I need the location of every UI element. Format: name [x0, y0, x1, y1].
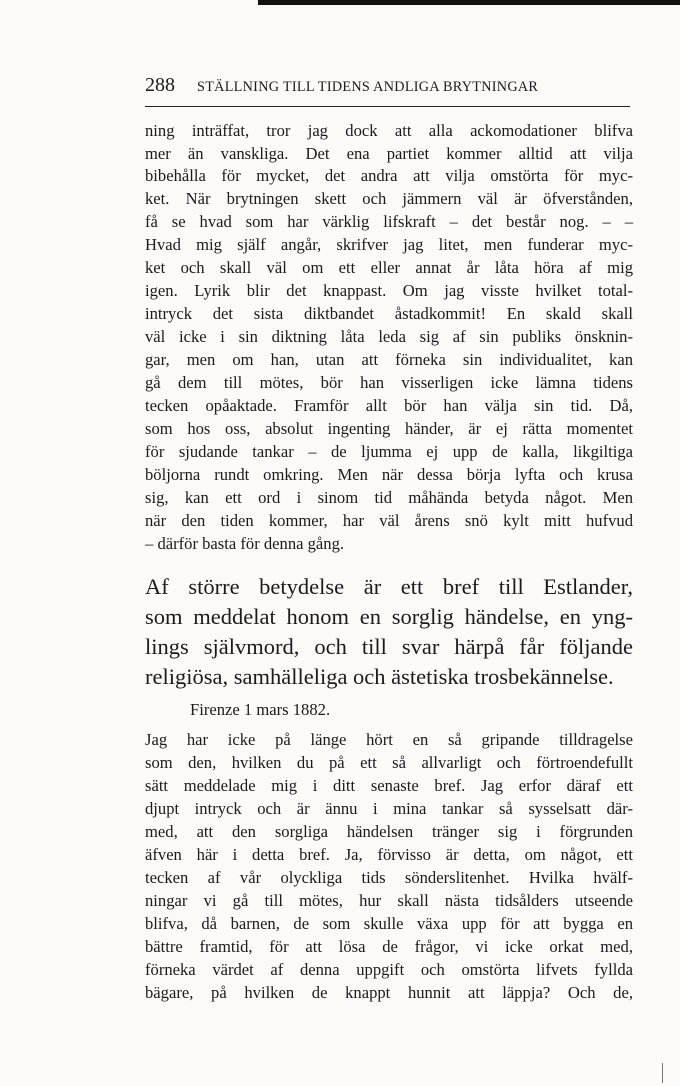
- letter-line: med, att den sorgliga händelsen tränger sig i förgrunden: [145, 822, 633, 841]
- body-line: gar, men om han, utan att förneka sin individualitet, kan: [145, 350, 633, 369]
- letter-line: sätt meddelade mig i ditt senaste bref. Jag erfor däraf ett: [145, 776, 633, 795]
- body-line: som hos oss, absolut ingenting händer, är ej rätta momentet: [145, 419, 633, 438]
- body-line: böljorna rundt omkring. Men när dessa börja lyfta och krusa: [145, 465, 633, 484]
- body-line: ning inträffat, tror jag dock att alla ackomodationer blifva: [145, 121, 633, 140]
- body-line: när den tiden kommer, har väl årens snö kylt mitt hufvud: [145, 511, 633, 530]
- body-line: mer än vanskliga. Det ena partiet kommer alltid att vilja: [145, 144, 633, 163]
- letter-line: som den, hvilken du på ett så allvarligt och förtroendefullt: [145, 753, 633, 772]
- body-line: – därför basta för denna gång.: [145, 534, 345, 553]
- summary-line: Af större betydelse är ett bref till Estlander,: [145, 574, 633, 599]
- body-line: igen. Lyrik blir det knappast. Om jag visste hvilket total-: [145, 281, 633, 300]
- top-border-rule: [258, 0, 680, 5]
- letter-line: blifva, då barnen, de som skulle växa upp för att bygga en: [145, 914, 633, 933]
- page-header: [145, 74, 633, 102]
- summary-line: som meddelat honom en sorglig händelse, en yng-: [145, 604, 633, 629]
- running-head: STÄLLNING TILL TIDENS ANDLIGA BRYTNINGAR: [197, 79, 539, 95]
- body-line: ket. När brytningen skett och jämmern väl är öfverstånden,: [145, 189, 633, 208]
- page-number: 288: [145, 74, 175, 96]
- body-line: ket och skall väl om ett eller annat år låta höra af mig: [145, 258, 633, 277]
- letter-line: bättre framtid, för att lösa de frågor, vi icke orkat med,: [145, 937, 633, 956]
- letter-line: tecken af vår olyckliga tids sönderslitenhet. Hvilka hvälf-: [145, 868, 633, 887]
- letter-line: ningar vi gå till mötes, hur skall nästa tidsålders utseende: [145, 891, 633, 910]
- body-line: Hvad mig själf angår, skrifver jag litet, men funderar myc-: [145, 235, 633, 254]
- body-line: tecken opåaktade. Framför allt bör han välja sin tid. Då,: [145, 396, 633, 415]
- letter-line: djupt intryck och är ännu i mina tankar så sysselsatt där-: [145, 799, 633, 818]
- letter-line: äfven här i detta bref. Ja, förvisso är detta, om något, ett: [145, 845, 633, 864]
- header-rule: [145, 106, 630, 107]
- letter-line: förneka värdet af denna uppgift och omstörta lifvets fyllda: [145, 960, 633, 979]
- body-line: bibehålla för mycket, det andra att vilja omstörta för myc-: [145, 166, 633, 185]
- letter-date: Firenze 1 mars 1882.: [190, 700, 331, 719]
- body-line: sig, kan ett ord i sinom tid måhända betyda något. Men: [145, 488, 633, 507]
- summary-line: lings självmord, och till svar härpå får följande: [145, 634, 633, 659]
- summary-line: religiösa, samhälleliga och ästetiska trosbekännelse.: [145, 664, 614, 689]
- body-line: för sjudande tankar – de ljumma ej upp de kalla, likgiltiga: [145, 442, 633, 461]
- letter-line: bägare, på hvilken de knappt hunnit att läppja? Och de,: [145, 983, 633, 1002]
- body-line: gå dem till mötes, bör han visserligen icke lämna tidens: [145, 373, 633, 392]
- body-line: väl icke i sin diktning låta leda sig af sin publiks önsknin-: [145, 327, 633, 346]
- body-line: få se hvad som har värklig lifskraft – det består nog. – –: [145, 212, 633, 231]
- letter-line: Jag har icke på länge hört en så gripande tilldragelse: [145, 730, 633, 749]
- body-line: intryck det sista diktbandet åstadkommit! En skald skall: [145, 304, 633, 323]
- margin-mark: [662, 1063, 663, 1083]
